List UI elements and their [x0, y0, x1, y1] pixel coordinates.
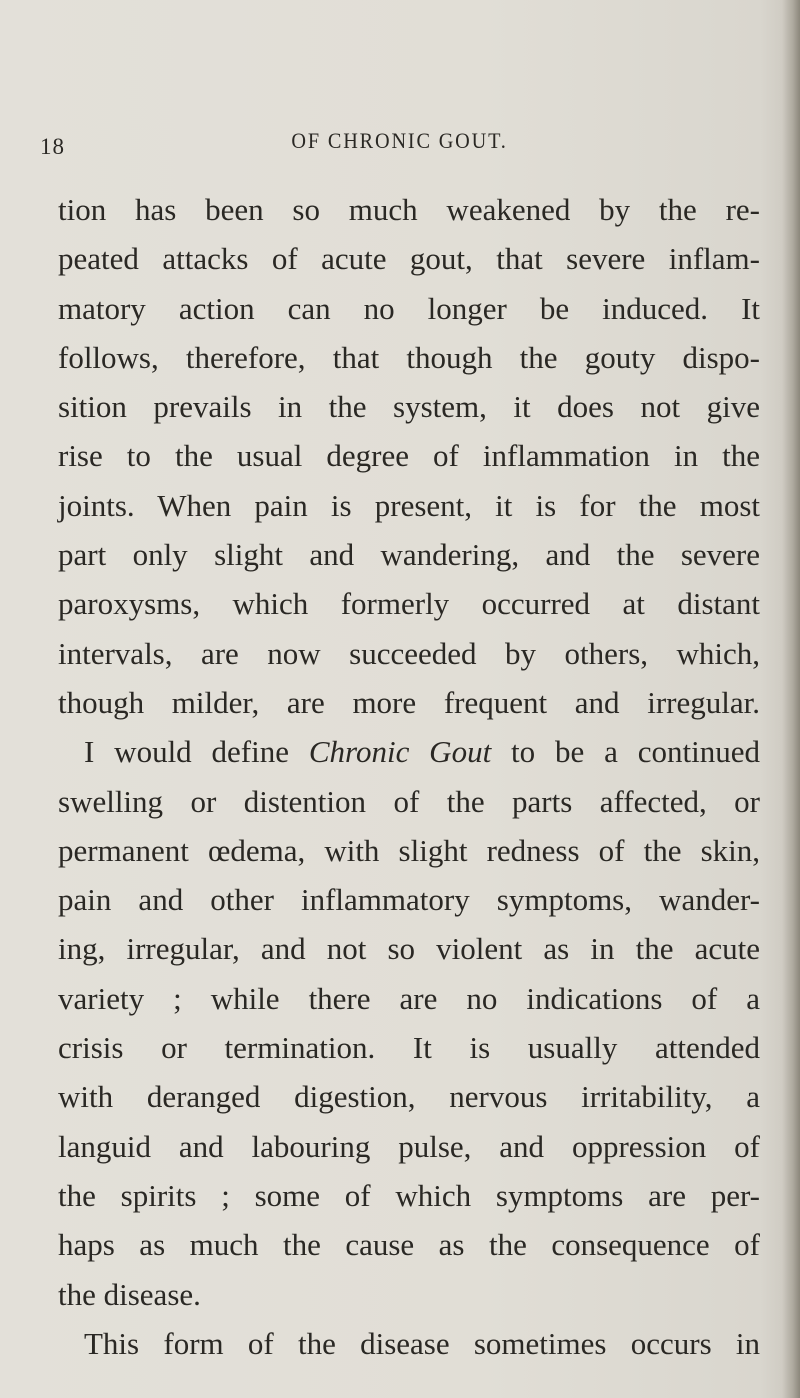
paragraph-start-line: This form of the disease sometimes occurs in — [84, 1325, 760, 1361]
running-head-text: OF CHRONIC GOUT. — [291, 128, 509, 153]
text-line: rise to the usual degree of inflammation in the — [58, 438, 760, 474]
text-line: ing, irregular, and not so violent as in the acute — [58, 931, 760, 967]
text-line: sition prevails in the system, it does not give — [58, 389, 760, 425]
text-line: the spirits ; some of which symptoms are per- — [58, 1177, 760, 1213]
text-line: intervals, are now succeeded by others, which, — [58, 635, 760, 671]
text-line: the disease. — [58, 1276, 201, 1312]
text-run: to be a continued — [491, 734, 760, 770]
text-line: peated attacks of acute gout, that severe inflam- — [58, 241, 760, 277]
text-line: though milder, are more frequent and irregular. — [58, 684, 760, 720]
text-line: crisis or termination. It is usually attended — [58, 1030, 760, 1066]
body-text — [58, 185, 760, 1368]
italic-term: Chronic Gout — [308, 734, 492, 770]
text-line: variety ; while there are no indications of a — [58, 980, 760, 1016]
text-line: follows, therefore, that though the gouty dispo- — [58, 339, 760, 375]
text-line: part only slight and wandering, and the severe — [58, 537, 760, 573]
text-line: matory action can no longer be induced. It — [58, 290, 760, 326]
text-line: swelling or distention of the parts affected, or — [58, 783, 760, 819]
text-line: haps as much the cause as the consequence of — [58, 1227, 760, 1263]
text-line: languid and labouring pulse, and oppression of — [58, 1128, 760, 1164]
text-line: pain and other inflammatory symptoms, wander- — [58, 882, 760, 918]
page-edge-shadow — [782, 0, 800, 1398]
text-line: permanent œdema, with slight redness of the skin, — [58, 832, 760, 868]
text-line: tion has been so much weakened by the re- — [58, 192, 760, 227]
paragraph-start-line — [58, 727, 760, 776]
text-line: joints. When pain is present, it is for the most — [58, 487, 760, 523]
text-line: with deranged digestion, nervous irritability, a — [58, 1079, 760, 1115]
page-number: 18 — [40, 134, 65, 159]
text-line: paroxysms, which formerly occurred at distant — [58, 586, 760, 622]
running-head — [0, 128, 800, 154]
text-run: I would define — [84, 734, 309, 770]
